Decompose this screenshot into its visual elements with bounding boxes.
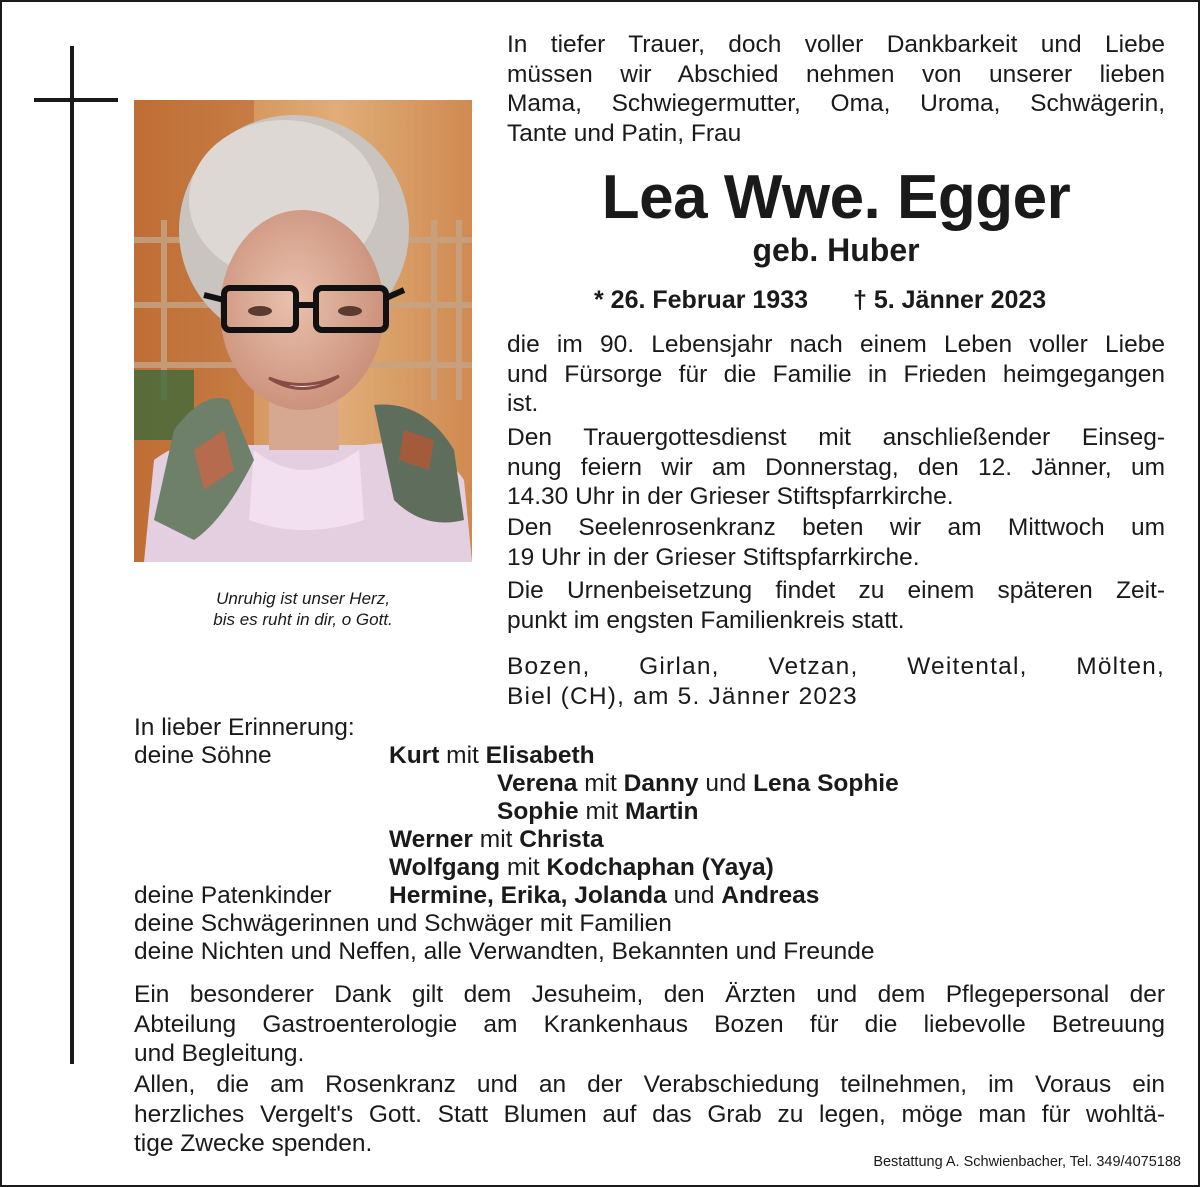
maiden-name: geb. Huber bbox=[752, 232, 920, 268]
paragraph-life bbox=[507, 330, 1165, 419]
family-name: Kurt bbox=[389, 742, 440, 769]
conjunction: mit bbox=[506, 854, 540, 881]
family-row bbox=[389, 742, 595, 770]
birth-date: * 26. Februar 1933 bbox=[594, 286, 809, 314]
text-line: Ein besonderer Dank gilt dem Jesuheim, den Ärzten und dem Pflegepersonal der bbox=[134, 981, 1165, 1008]
family-name: Lena Sophie bbox=[753, 770, 899, 797]
donation-paragraph bbox=[134, 1070, 1165, 1159]
intro-paragraph bbox=[507, 30, 1165, 148]
text-line: 14.30 Uhr in der Grieser Stiftspfarrkirche. bbox=[507, 483, 954, 510]
conjunction: mit bbox=[584, 770, 617, 797]
family-name: Martin bbox=[624, 798, 699, 825]
family-row bbox=[497, 770, 899, 798]
family-name: Andreas bbox=[721, 882, 820, 909]
deceased-name: Lea Wwe. Egger bbox=[601, 163, 1071, 232]
text-line: tige Zwecke spenden. bbox=[134, 1130, 373, 1157]
death-date: † 5. Jänner 2023 bbox=[853, 286, 1047, 314]
conjunction: mit bbox=[479, 826, 513, 853]
family-name: Danny bbox=[623, 770, 699, 797]
paragraph-rosary bbox=[507, 513, 1165, 572]
family-name: Sophie bbox=[497, 798, 579, 825]
text-line: Allen, die am Rosenkranz und an der Verabschiedung teilnehmen, im Voraus ein bbox=[134, 1071, 1165, 1098]
text-line: punkt im engsten Familienkreis statt. bbox=[507, 606, 905, 634]
text-line: ist. bbox=[507, 390, 539, 417]
godchildren-label: deine Patenkinder bbox=[134, 882, 332, 909]
text-line: die im 90. Lebensjahr nach einem Leben voller Liebe bbox=[507, 331, 1165, 358]
text-line: herzliches Vergelt's Gott. Statt Blumen auf das Grab zu legen, möge man für wohltä- bbox=[134, 1100, 1165, 1128]
place-and-date bbox=[507, 652, 1165, 711]
text-line: Bozen, Girlan, Vetzan, Weitental, Mölten, bbox=[507, 653, 1165, 680]
family-row bbox=[497, 798, 698, 826]
cross-horizontal-bar bbox=[34, 98, 118, 102]
intro-line: In tiefer Trauer, doch voller Dankbarkeit und Liebe bbox=[507, 31, 1165, 58]
photo-caption bbox=[134, 588, 472, 630]
text-line: Die Urnenbeisetzung findet zu einem späteren Zeit- bbox=[507, 577, 1165, 604]
family-heading: In lieber Erinnerung: bbox=[134, 714, 355, 741]
family-name: Kodchaphan (Yaya) bbox=[546, 854, 774, 881]
paragraph-funeral-service bbox=[507, 423, 1165, 512]
text-line: und Begleitung. bbox=[134, 1040, 305, 1067]
caption-line: Unruhig ist unser Herz, bbox=[216, 589, 390, 608]
funeral-home-signature: Bestattung A. Schwienbacher, Tel. 349/4075188 bbox=[873, 1154, 1181, 1170]
family-name: Elisabeth bbox=[485, 742, 595, 769]
family-name: Wolfgang bbox=[389, 854, 501, 881]
relatives-line: deine Nichten und Neffen, alle Verwandten, Bekannten und Freunde bbox=[134, 938, 875, 965]
text-line: und Fürsorge für die Familie in Frieden heimgegangen bbox=[507, 360, 1165, 388]
intro-line: Mama, Schwiegermutter, Oma, Uroma, Schwägerin, bbox=[507, 90, 1165, 117]
family-row bbox=[389, 826, 604, 854]
thanks-paragraph bbox=[134, 980, 1165, 1069]
family-row bbox=[389, 854, 774, 882]
sons-label: deine Söhne bbox=[134, 742, 272, 769]
text-line: Den Seelenrosenkranz beten wir am Mittwoch um bbox=[507, 514, 1165, 541]
conjunction: mit bbox=[446, 742, 479, 769]
conjunction: und bbox=[673, 882, 715, 909]
family-name: Christa bbox=[519, 826, 604, 853]
intro-line: müssen wir Abschied nehmen von unserer lieben bbox=[507, 60, 1165, 88]
family-row bbox=[389, 882, 819, 910]
conjunction: mit bbox=[585, 798, 619, 825]
siblings-in-law-line: deine Schwägerinnen und Schwäger mit Familien bbox=[134, 910, 672, 937]
caption-line: bis es ruht in dir, o Gott. bbox=[213, 610, 393, 629]
text-line: nung feiern wir am Donnerstag, den 12. Jänner, um bbox=[507, 453, 1165, 481]
portrait-photo bbox=[134, 100, 472, 562]
text-line: 19 Uhr in der Grieser Stiftspfarrkirche. bbox=[507, 543, 920, 571]
paragraph-urn-burial bbox=[507, 576, 1165, 635]
family-name: Verena bbox=[497, 770, 578, 797]
family-name: Werner bbox=[389, 826, 473, 853]
portrait-illustration bbox=[134, 100, 472, 562]
text-line: Biel (CH), am 5. Jänner 2023 bbox=[507, 682, 858, 710]
cross-vertical-bar bbox=[70, 46, 74, 1064]
family-name: Hermine, Erika, Jolanda bbox=[389, 882, 667, 909]
conjunction: und bbox=[705, 770, 747, 797]
text-line: Den Trauergottesdienst mit anschließender Einseg- bbox=[507, 424, 1165, 451]
intro-line: Tante und Patin, Frau bbox=[507, 119, 742, 147]
text-line: Abteilung Gastroenterologie am Krankenhaus Bozen für die liebevolle Betreuung bbox=[134, 1010, 1165, 1038]
